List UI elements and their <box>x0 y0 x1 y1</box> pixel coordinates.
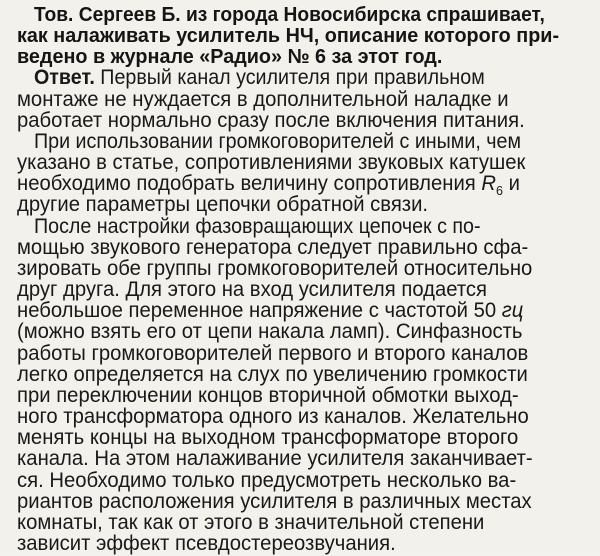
answer-line-9: мощью звукового генератора следует правильно сфа- <box>17 235 529 259</box>
answer-line-21: риантов расположения усилителя в различных местах <box>17 489 532 513</box>
answer-line-3: работает нормально сразу после включения питания. <box>17 108 525 132</box>
answer-line-19: канала. На этом налаживание усилителя заканчивает- <box>17 447 533 471</box>
answer-line-10: зировать обе группы громкоговорителей относительно <box>17 256 533 280</box>
question-line-2: как налаживать усилитель НЧ, описание которого при- <box>17 24 560 48</box>
resistor-index: 6 <box>496 183 503 199</box>
answer-line-2: монтаже не нуждается в дополнительной наладке и <box>17 87 509 111</box>
answer-line-23: зависит эффект псевдостереозвучания. <box>17 532 396 555</box>
answer-line-8: После настройки фазовращающих цепочек с по- <box>34 214 481 238</box>
answer-line-7: другие параметры цепочки обратной связи. <box>17 193 429 217</box>
answer-line-6-text: необходимо подобрать величину сопротивления <box>17 172 476 196</box>
answer-line-17: ного трансформатора одного из каналов. Желательно <box>17 405 529 429</box>
answer-line-22: комнаты, так как от этого в значительной степени <box>17 510 485 534</box>
question-line-1: Тов. Сергеев Б. из города Новосибирска спрашивает, <box>34 3 545 26</box>
answer-line-14: работы громкоговорителей первого и второго каналов <box>17 341 529 365</box>
freq-unit: гц <box>501 299 524 323</box>
answer-line-13: (можно взять его от цепи накала ламп). Синфазность <box>17 320 523 344</box>
answer-line-16: при переключении концов вторичной обмотки выход- <box>17 383 519 407</box>
answer-line-18: менять концы на выходном трансформаторе второго <box>17 426 519 450</box>
answer-line-11: друг друга. Для этого на вход усилителя подается <box>17 278 488 302</box>
answer-line-12-text: небольшое переменное напряжение с частотой <box>17 299 468 323</box>
question-line-3: ведено в журнале «Радио» № 6 за этот год. <box>17 45 443 69</box>
resistor-tail: и <box>508 172 520 196</box>
answer-line-1-text: Первый канал усилителя при правильном <box>100 66 485 90</box>
answer-line-5: указано в статье, сопротивлениями звуковых катушек <box>17 151 526 175</box>
resistor-symbol: R <box>481 172 497 196</box>
answer-line-15: легко определяется на слух по увеличению громкости <box>17 362 528 386</box>
answer-line-20: ся. Необходимо только предусмотреть несколько ва- <box>17 468 517 492</box>
answer-label: Ответ. <box>34 66 95 90</box>
answer-line-4: При использовании громкоговорителей с иными, чем <box>34 129 521 153</box>
freq-value: 50 <box>473 299 497 323</box>
